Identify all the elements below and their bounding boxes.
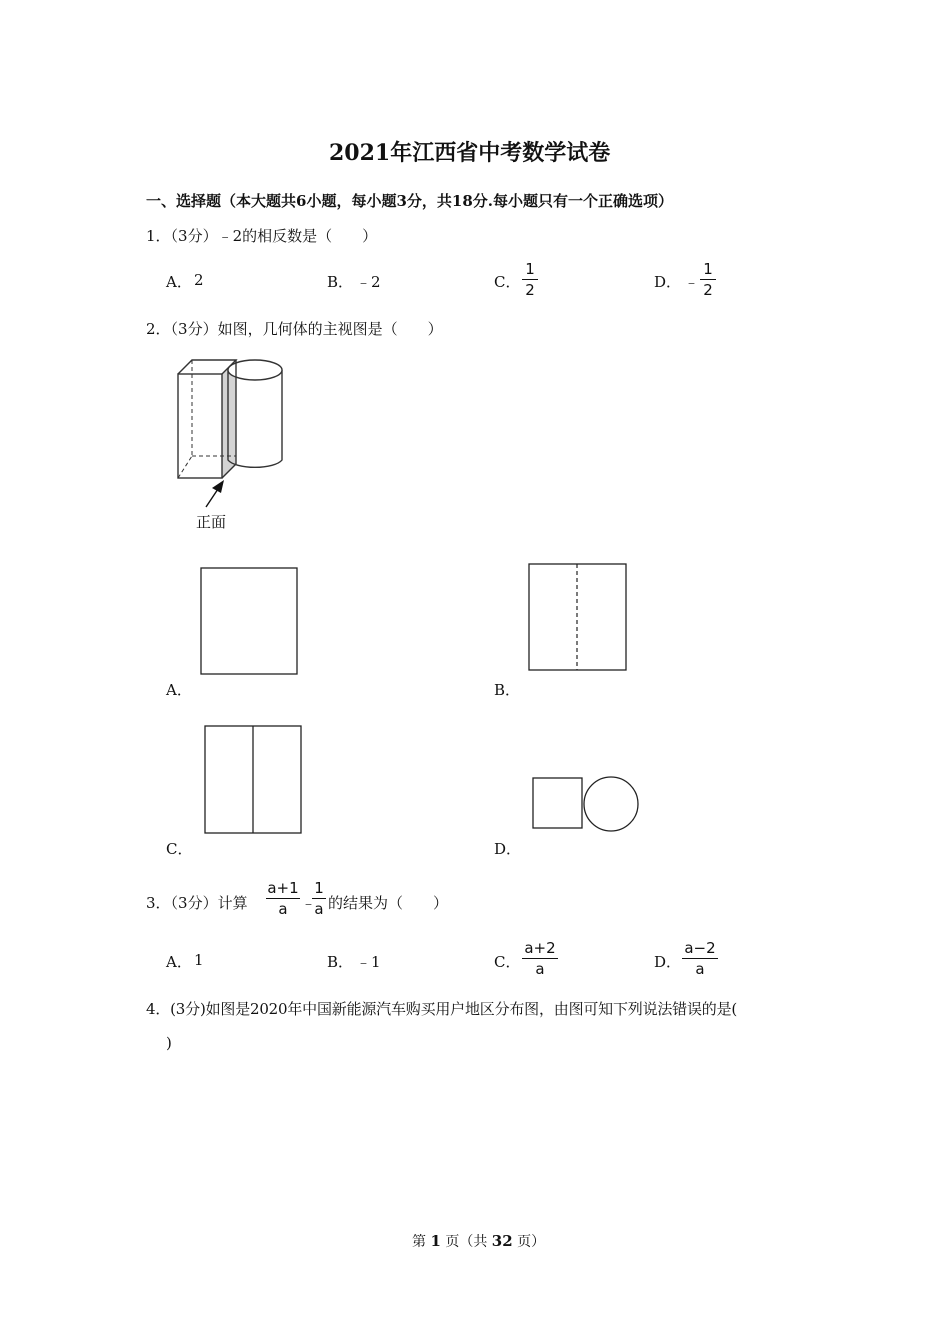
q1-option-b-value: ﹣2	[356, 273, 381, 291]
q2-option-b-label: B．	[494, 681, 521, 699]
q3-option-b-value: ﹣1	[356, 953, 381, 971]
q3-option-a-label: A．	[166, 953, 192, 971]
q3-f1-numerator: a+1	[267, 879, 299, 897]
q3-fraction-2	[312, 879, 326, 918]
q1-c-numerator: 1	[525, 260, 535, 278]
fraction-bar	[700, 279, 716, 280]
fraction-bar	[312, 898, 326, 899]
q1-option-d-fraction	[700, 260, 716, 299]
fraction-bar	[682, 958, 718, 959]
fraction-bar	[522, 279, 538, 280]
q2-option-b-figure	[528, 563, 627, 672]
q1-option-c-label: C．	[494, 273, 521, 291]
q3-minus-sign: ﹣	[301, 894, 317, 912]
question-3-stem-suffix: 的结果为（ ）	[328, 894, 449, 912]
q3-d-denominator: a	[695, 960, 705, 978]
section-heading: 一、选择题（本大题共6小题，每小题3分，共18分.每小题只有一个正确选项）	[146, 192, 673, 210]
q3-f2-denominator: a	[314, 900, 324, 918]
fraction-bar	[522, 958, 558, 959]
question-3-stem-prefix: 3．（3分）计算	[146, 894, 248, 912]
q3-option-b-label: B．	[327, 953, 354, 971]
q1-d-denominator: 2	[703, 281, 713, 299]
q1-option-d-sign: ﹣	[684, 273, 700, 291]
q3-option-a-value: 1	[194, 951, 204, 969]
q2-option-d-label: D．	[494, 840, 522, 858]
q3-c-denominator: a	[535, 960, 545, 978]
footer-middle: 页（共	[440, 1234, 492, 1250]
q3-option-c-fraction	[522, 939, 558, 978]
q3-fraction-1	[266, 879, 300, 918]
geometry-solid-figure	[170, 352, 300, 532]
q1-option-c-fraction	[522, 260, 538, 299]
footer-suffix: 页）	[512, 1234, 546, 1250]
question-4-stem-cont: )	[166, 1034, 172, 1052]
q3-option-d-fraction	[682, 939, 718, 978]
q3-option-c-label: C．	[494, 953, 521, 971]
figure-front-label: 正面	[196, 513, 227, 531]
q1-option-b-label: B．	[327, 273, 354, 291]
question-4-stem: 4．(3分)如图是2020年中国新能源汽车购买用户地区分布图，由图可知下列说法错误的是(	[146, 1000, 738, 1018]
q1-option-a-label: A．	[166, 273, 192, 291]
question-1-stem: 1．（3分）﹣2的相反数是（ ）	[146, 227, 378, 245]
q1-option-a-value: 2	[194, 271, 204, 289]
page-title: 2021年江西省中考数学试卷	[329, 140, 611, 166]
fraction-bar	[266, 898, 300, 899]
question-2-stem: 2．（3分）如图，几何体的主视图是（ ）	[146, 320, 443, 338]
q3-option-d-label: D．	[654, 953, 682, 971]
q2-option-a-label: A．	[166, 681, 192, 699]
q3-f2-numerator: 1	[314, 879, 324, 897]
q3-c-numerator: a+2	[524, 939, 556, 957]
page-footer	[412, 1231, 545, 1251]
page-number: 1	[430, 1232, 441, 1250]
q3-d-numerator: a−2	[684, 939, 716, 957]
q1-d-numerator: 1	[703, 260, 713, 278]
q2-option-a-figure	[200, 567, 298, 675]
page-total: 32	[491, 1232, 513, 1250]
q2-option-c-figure	[204, 725, 302, 835]
q2-option-d-figure	[532, 776, 642, 834]
q3-f1-denominator: a	[278, 900, 288, 918]
q1-c-denominator: 2	[525, 281, 535, 299]
q1-option-d-label: D．	[654, 273, 682, 291]
footer-prefix: 第	[412, 1234, 431, 1250]
q2-option-c-label: C．	[166, 840, 193, 858]
